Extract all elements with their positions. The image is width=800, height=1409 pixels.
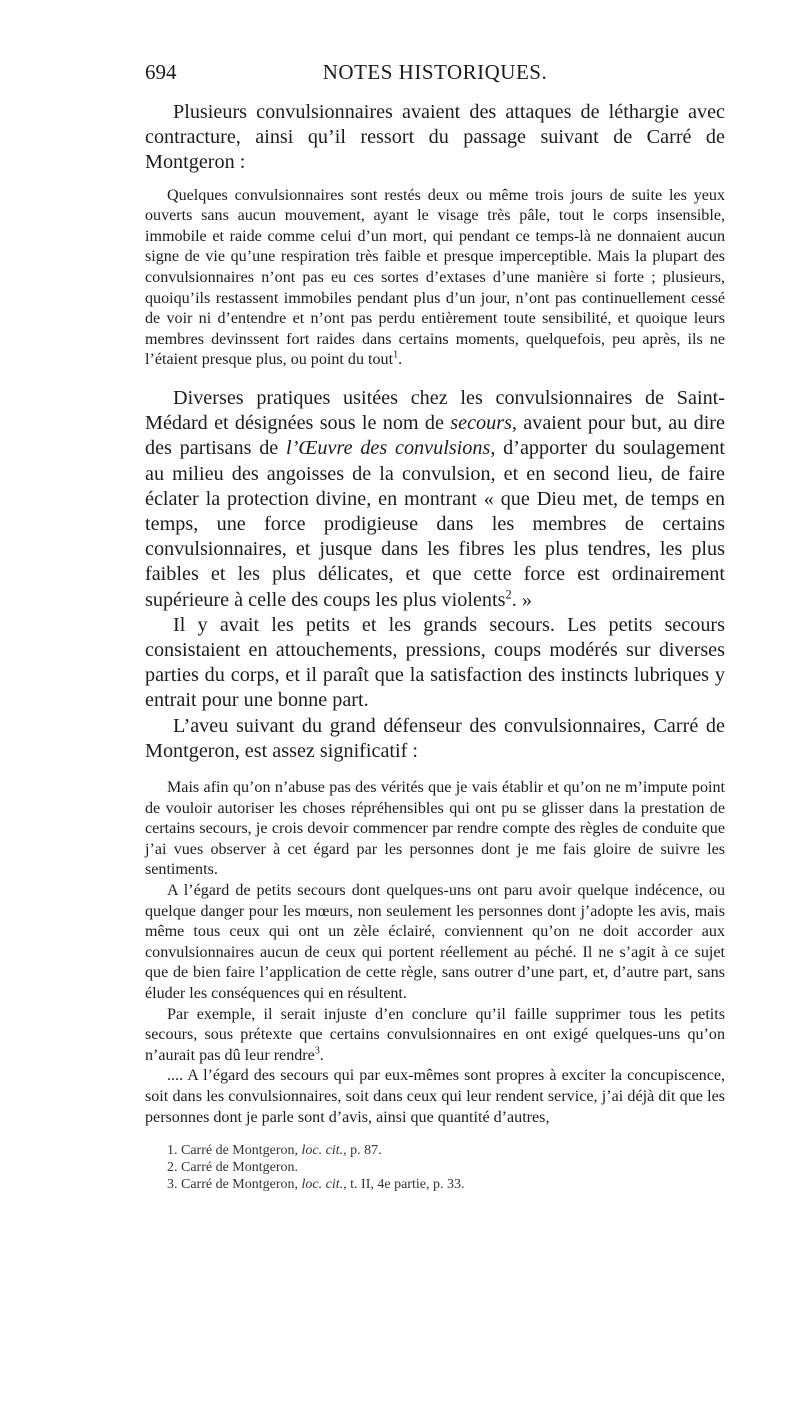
block-quote-rules: Mais afin qu’on n’abuse pas des vérités que je vais établir et qu’on ne m’impute point de vouloir autoriser les choses répréhensibles qui ont pu se glisser dans la prestation de certains secours, je crois devoir commencer par rendre compte des règles de conduite que j’ai vues observer à cet égard par les personnes dont je me fais gloire de suivre les sentiments. [145, 779, 725, 879]
block-quote-petits-secours: A l’égard de petits secours dont quelques-uns ont paru avoir quelque indécence, ou quelque danger pour les mœurs, non seulement les personnes dont j’adopte les avis, mais même tous ceux qui ont un zèle éclairé, conviennent qu’on ne doit accorder aux convulsionnaires aucun de ceux qui portent réellement au péché. Il ne s’agit à ce sujet que de bien faire l’application de cette règle, sans outrer d’une part, et, d’autre part, sans éluder les conséquences qui en résultent. [145, 881, 725, 1002]
block-quote-concupiscence: .... A l’égard des secours qui par eux-mêmes sont propres à exciter la concupiscence, soit dans les convulsionnaires, soit dans ceux qui leur rendent service, j’ai déjà dit que les personnes dont je parle sont d’avis, ainsi que quantité d’autres, [145, 1067, 725, 1126]
block-quote-lethargy: Quelques convulsionnaires sont restés deux ou même trois jours de suite les yeux ouverts sans aucun mouvement, ayant le visage très pâle, tout le corps insensible, immobile et raide comme celui d’un mort, qui pendant ce temps-là ne donnaient aucun signe de vie qu’une respiration très faible et presque imperceptible. Mais la plupart des convulsionnaires n’ont pas eu ces sortes d’extases d’une manière si forte ; plusieurs, quoiqu’ils restassent immobiles pendant plus d’un jour, n’ont pas continuellement cessé de voir ni d’entendre et n’ont pas perdu entièrement toute sensibilité, et quoique leurs membres devinssent fort raides dans certains moments, quelquefois, peu après, ils ne l’étaient presque plus, ou point du tout$^1$. [145, 186, 725, 369]
footnotes [145, 1142, 725, 1193]
block-quote-example: Par exemple, il serait injuste d’en conclure qu’il faille supprimer tous les petits secours, sous prétexte que certains convulsionnaires en ont exigé quelques-uns qu’on n’aurait pas dû leur rendre$^3$. [145, 1005, 725, 1064]
footnote-1: 1. Carré de Montgeron, loc. cit., p. 87. [167, 1143, 382, 1159]
footnote-ref-2: 2 [505, 586, 512, 601]
footnote-ref-1: 1 [393, 350, 399, 361]
footnote-2: 2. Carré de Montgeron. [167, 1160, 299, 1176]
page-body [145, 100, 725, 1193]
intro-paragraph: Plusieurs convulsionnaires avaient des attaques de léthargie avec contracture, ainsi qu’il ressort du passage suivant de Carré de Montgeron : [145, 101, 725, 174]
secours-paragraph: Diverses pratiques usitées chez les convulsionnaires de Saint-Médard et désignées sous le nom de secours, avaient pour but, au dire des partisans de l’Œuvre des convulsions, d’apporter du soulagement au milieu des angoisses de la convulsion, et en second lieu, de faire éclater la protection divine, en montrant « que Dieu met, de temps en temps, une force prodigieuse dans les membres de certains convulsionnaires, et jusque dans les fibres les plus tendres, les plus faibles et les plus délicates, et que cette force est ordinairement supérieure à celle des coups les plus violents$^2$. » [145, 386, 725, 611]
page-header [145, 60, 725, 94]
petits-secours-paragraph: Il y avait les petits et les grands secours. Les petits secours consistaient en attouchements, pressions, coups modérés sur diverses parties du corps, et il paraît que la satisfaction des instincts lubriques y entrait pour une bonne part. [145, 613, 725, 712]
footnote-3: 3. Carré de Montgeron, loc. cit., t. II, 4e partie, p. 33. [167, 1177, 465, 1193]
running-title: NOTES HISTORIQUES. [322, 60, 548, 84]
aveu-paragraph: L’aveu suivant du grand défenseur des convulsionnaires, Carré de Montgeron, est assez significatif : [145, 714, 725, 762]
page-number: 694 [145, 60, 177, 84]
footnote-ref-3: 3 [314, 1045, 320, 1057]
